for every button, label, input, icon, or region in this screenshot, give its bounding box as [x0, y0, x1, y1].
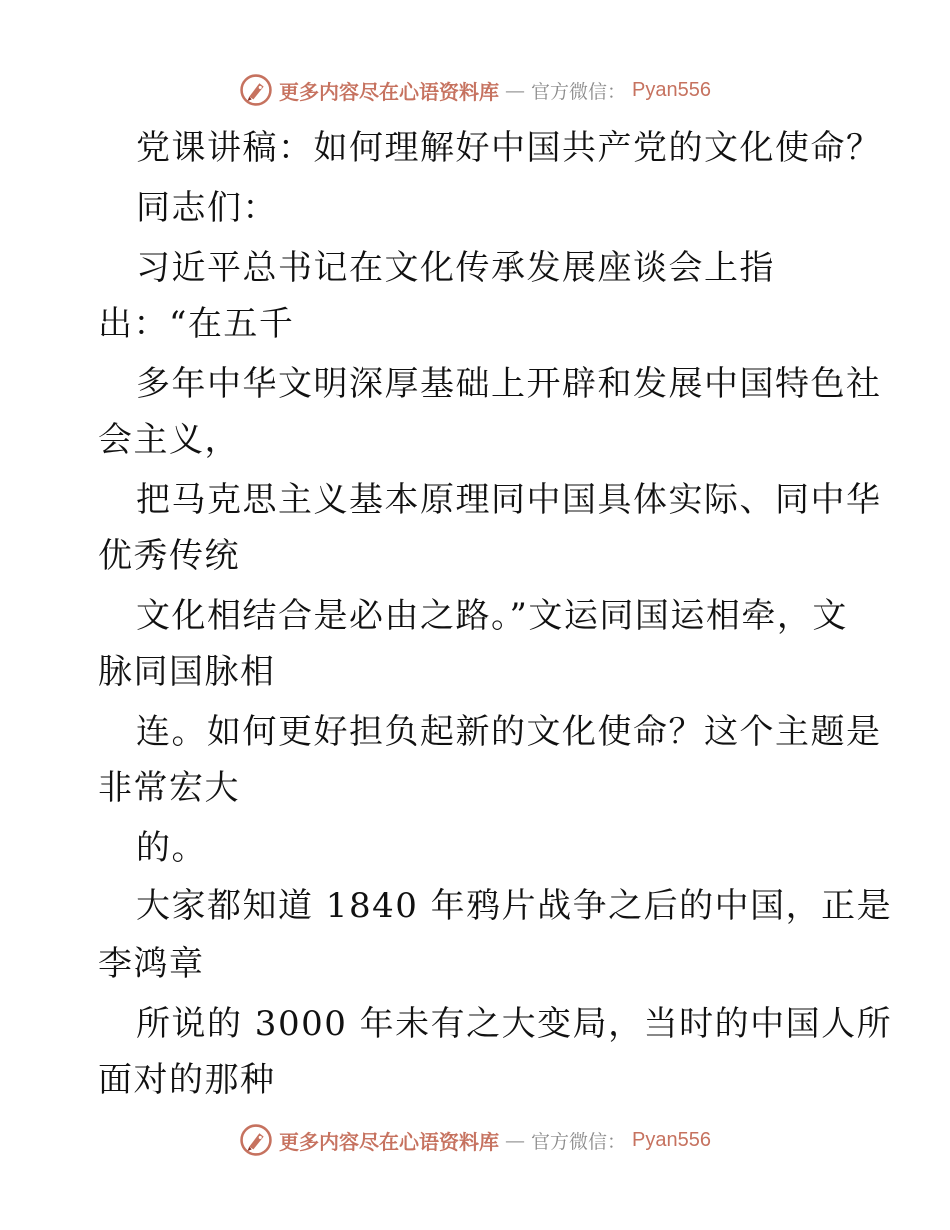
pen-nib-logo-icon	[239, 73, 273, 107]
page-footer	[0, 1120, 950, 1160]
text-line: 把马克思主义基本原理同中国具体实际、同中华	[136, 480, 882, 520]
text-line: 非常宏大	[98, 768, 240, 808]
banner-separator: —	[505, 78, 525, 102]
footer-banner	[239, 1123, 711, 1157]
text-line: 连。如何更好担负起新的文化使命？这个主题是	[136, 712, 882, 752]
salutation: 同志们：	[136, 188, 278, 228]
banner-separator: —	[505, 1128, 525, 1152]
text-line: 会主义，	[98, 420, 240, 460]
text-line: 习近平总书记在文化传承发展座谈会上指	[136, 248, 775, 288]
text-line: 李鸿章	[98, 944, 205, 984]
banner-wechat-id: Pyan556	[632, 78, 711, 101]
text-line: 所说的 3000 年未有之大变局，当时的中国人所	[136, 1004, 893, 1044]
banner-wechat-id: Pyan556	[632, 1128, 711, 1151]
document-title: 党课讲稿：如何理解好中国共产党的文化使命？	[136, 128, 882, 168]
text-line: 大家都知道 1840 年鸦片战争之后的中国，正是	[136, 886, 893, 926]
banner-main-text: 更多内容尽在心语资料库	[279, 1129, 499, 1154]
banner-wechat-label: 官方微信：	[531, 80, 627, 103]
text-line: 文化相结合是必由之路。”文运同国运相牵，文	[136, 596, 848, 636]
pen-nib-logo-icon	[239, 1123, 273, 1157]
text-line: 优秀传统	[98, 536, 240, 576]
banner-main-text: 更多内容尽在心语资料库	[279, 79, 499, 104]
text-line: 的。	[136, 828, 207, 868]
header-banner	[239, 73, 711, 107]
banner-wechat-label: 官方微信：	[531, 1130, 627, 1153]
text-line: 面对的那种	[98, 1060, 276, 1100]
page-header	[0, 70, 950, 110]
text-line: 出：“在五千	[98, 304, 295, 344]
text-line: 多年中华文明深厚基础上开辟和发展中国特色社	[136, 364, 882, 404]
text-line: 脉同国脉相	[98, 652, 276, 692]
